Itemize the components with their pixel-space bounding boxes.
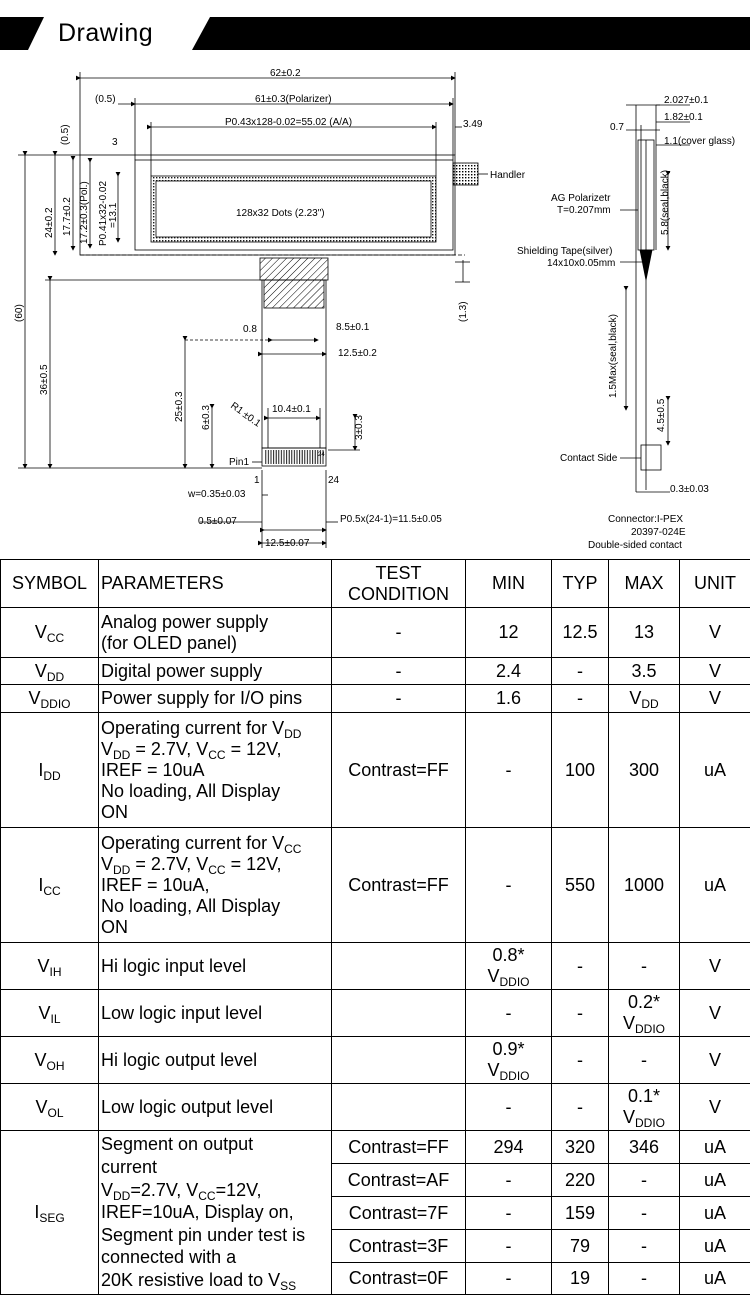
param-line: IREF = 10uA [101, 759, 205, 780]
symbol-subscript: OH [46, 1058, 65, 1073]
test-cell: Contrast=FF [332, 828, 466, 943]
param-text: =2.7V, V [130, 1179, 199, 1200]
min-symbol: V [487, 1060, 500, 1080]
mechanical-drawing [0, 55, 750, 560]
max-cell: 3.5 [609, 658, 680, 685]
param-line: IREF=10uA, Display on, [101, 1202, 294, 1223]
symbol-letter: I [34, 1202, 40, 1222]
symbol-subscript: IL [50, 1011, 61, 1026]
param-line: Analog power supply [101, 611, 269, 632]
label-pin1: Pin1 [229, 457, 250, 468]
header-min: MIN [466, 560, 552, 608]
table-row-vddio [1, 685, 750, 713]
typ-cell: 220 [552, 1164, 609, 1197]
side-shield-size: 14x10x0.05mm [547, 258, 616, 269]
param-cell [99, 1131, 332, 1295]
dim-h3: 3±0.3 [354, 415, 365, 440]
min-cell: - [466, 1263, 552, 1295]
table-row-vdd [1, 658, 750, 685]
connector-part: 20397-024E [631, 527, 686, 538]
param-text: = 12V, [225, 738, 282, 759]
typ-cell: - [552, 990, 609, 1037]
param-line: Segment pin under test is [101, 1224, 306, 1245]
max-subscript: DD [641, 697, 659, 711]
table-header-row [1, 560, 750, 608]
param-cell [99, 713, 332, 828]
symbol-cell [1, 608, 99, 658]
max-line [609, 1107, 679, 1128]
test-cell: - [332, 685, 466, 713]
param-sub: CC [284, 841, 302, 856]
symbol-subscript: DDIO [40, 697, 71, 711]
header-typ: TYP [552, 560, 609, 608]
min-cell [466, 943, 552, 990]
max-subscript: DDIO [635, 1022, 665, 1036]
header-symbol: SYMBOL [1, 560, 99, 608]
label-pin-first: 1 [254, 475, 260, 486]
param-line [101, 1179, 331, 1202]
unit-cell: uA [680, 828, 750, 943]
connector-contact: Double-sided contact [588, 540, 682, 551]
dim-fpc-width: 12.5±0.07 [265, 538, 310, 549]
min-line [466, 966, 551, 987]
dim-w125: 12.5±0.2 [338, 348, 377, 359]
table-row-vcc [1, 608, 750, 658]
max-line: 0.2* [627, 992, 661, 1012]
min-cell: 1.6 [466, 685, 552, 713]
table-row-iseg [1, 1131, 750, 1164]
side-shield-tape: Shielding Tape(silver) [517, 246, 613, 257]
typ-cell: 320 [552, 1131, 609, 1164]
max-cell: - [609, 1230, 680, 1263]
typ-cell: - [552, 943, 609, 990]
param-line: No loading, All Display [101, 780, 281, 801]
param-text: V [101, 738, 114, 759]
dim-polarizer-width: 61±0.3(Polarizer) [255, 94, 332, 105]
side-ag-thickness: T=0.207mm [557, 205, 611, 216]
dim-height-172: 17.2±0.3(Pol.) [79, 181, 90, 244]
max-symbol: V [622, 1013, 635, 1033]
param-cell: Power supply for I/O pins [99, 685, 332, 713]
side-t1: 2.027±0.1 [664, 95, 709, 106]
min-cell: - [466, 1164, 552, 1197]
param-text: =12V, [215, 1179, 262, 1200]
side-t4: 1.1(cover glass) [664, 136, 736, 147]
test-cell: Contrast=AF [332, 1164, 466, 1197]
test-cell: Contrast=FF [332, 713, 466, 828]
param-cell: Hi logic input level [99, 943, 332, 990]
symbol-letter: V [35, 1096, 48, 1117]
dim-top3: 3 [112, 137, 118, 148]
symbol-letter: V [37, 955, 50, 976]
symbol-letter: I [38, 759, 44, 780]
unit-cell: uA [680, 1131, 750, 1164]
dim-w104: 10.4±0.1 [272, 404, 311, 415]
max-cell: - [609, 1164, 680, 1197]
symbol-subscript: DD [43, 768, 61, 783]
dim-w85: 8.5±0.1 [336, 322, 370, 333]
unit-cell: uA [680, 713, 750, 828]
param-sub: SS [280, 1278, 297, 1293]
param-cell: Digital power supply [99, 658, 332, 685]
param-text: V [101, 853, 114, 874]
symbol-cell [1, 828, 99, 943]
param-sub: CC [198, 1188, 216, 1203]
dim-pin-width: w=0.35±0.03 [188, 489, 246, 500]
max-subscript: DDIO [635, 1116, 665, 1130]
unit-cell: V [680, 685, 750, 713]
symbol-cell [1, 658, 99, 685]
param-line [101, 854, 331, 875]
min-cell: - [466, 1230, 552, 1263]
symbol-subscript: SEG [39, 1211, 65, 1225]
param-text: = 2.7V, V [130, 738, 209, 759]
param-line [101, 833, 331, 854]
param-cell [99, 608, 332, 658]
param-text: = 12V, [225, 853, 282, 874]
dim-aa-height-value: =13.1 [108, 202, 119, 228]
typ-cell: 159 [552, 1197, 609, 1230]
unit-cell: V [680, 990, 750, 1037]
param-sub: DD [113, 747, 131, 762]
section-title: Drawing [58, 19, 154, 47]
symbol-subscript: IH [49, 964, 62, 979]
test-cell: - [332, 608, 466, 658]
typ-cell: 79 [552, 1230, 609, 1263]
symbol-letter: V [34, 660, 47, 681]
dim-aa-width: P0.43x128-0.02=55.02 (A/A) [225, 117, 353, 128]
side-seal: 5.8(seal,black) [660, 169, 671, 235]
unit-cell: V [680, 943, 750, 990]
param-text: 20K resistive load to V [101, 1269, 281, 1290]
side-h45: 4.5±0.5 [656, 398, 667, 432]
dim-h25: 25±0.3 [174, 391, 185, 422]
dim-pitch: P0.5x(24-1)=11.5±0.05 [340, 514, 442, 525]
symbol-subscript: OL [47, 1105, 64, 1120]
symbol-letter: V [28, 688, 41, 708]
min-cell: - [466, 713, 552, 828]
side-view-lines [620, 105, 690, 492]
max-cell [609, 1084, 680, 1131]
param-text: Operating current for V [101, 717, 285, 738]
max-cell [609, 685, 680, 713]
unit-cell: uA [680, 1164, 750, 1197]
param-line: ON [101, 801, 128, 822]
min-subscript: DDIO [499, 975, 530, 989]
typ-cell: - [552, 658, 609, 685]
param-cell: Low logic output level [99, 1084, 332, 1131]
param-line: No loading, All Display [101, 895, 281, 916]
symbol-subscript: DD [46, 669, 65, 684]
param-text: V [101, 1179, 114, 1200]
test-cell: Contrast=3F [332, 1230, 466, 1263]
unit-cell: V [680, 1037, 750, 1084]
min-cell: 294 [466, 1131, 552, 1164]
symbol-cell [1, 1037, 99, 1084]
param-line: current [101, 1157, 158, 1178]
typ-cell: 12.5 [552, 608, 609, 658]
param-sub: DD [113, 1188, 131, 1203]
param-cell [99, 828, 332, 943]
dim-r1-tol: ±0.1 [240, 409, 263, 430]
header-parameters: PARAMETERS [99, 560, 332, 608]
header-test-line1: TEST [375, 562, 422, 583]
label-handler: Handler [490, 170, 526, 181]
unit-cell: V [680, 608, 750, 658]
symbol-cell [1, 1131, 99, 1295]
dim-top-offset: (0.5) [60, 124, 71, 145]
dim-r08: 0.8 [243, 324, 257, 335]
header-max: MAX [609, 560, 680, 608]
param-sub: CC [208, 747, 226, 762]
typ-cell: - [552, 1084, 609, 1131]
test-cell [332, 1084, 466, 1131]
table-row-vol [1, 1084, 750, 1131]
test-cell [332, 990, 466, 1037]
param-sub: DD [284, 726, 302, 741]
dim-r1: R1 [228, 400, 246, 417]
dim-13: (1.3) [458, 301, 469, 322]
dim-right-offset: 3.49 [463, 119, 483, 130]
param-line [101, 1269, 331, 1292]
symbol-letter: I [38, 874, 44, 895]
typ-cell: 550 [552, 828, 609, 943]
max-symbol: V [622, 1107, 635, 1127]
table-row-voh [1, 1037, 750, 1084]
min-line: 0.9* [492, 1039, 525, 1059]
table-row-icc [1, 828, 750, 943]
unit-cell: uA [680, 1230, 750, 1263]
table-row-vih [1, 943, 750, 990]
side-ag-polarizer: AG Polarizetr [551, 193, 611, 204]
param-sub: CC [208, 862, 226, 877]
label-pin-last-small: 24 [318, 452, 325, 458]
header-unit: UNIT [680, 560, 750, 608]
max-cell: - [609, 1037, 680, 1084]
test-cell [332, 943, 466, 990]
min-line [466, 1060, 551, 1081]
max-cell: 300 [609, 713, 680, 828]
symbol-letter: V [34, 622, 47, 642]
param-text: = 2.7V, V [130, 853, 209, 874]
unit-cell: V [680, 1084, 750, 1131]
symbol-letter: V [34, 1049, 47, 1070]
symbol-subscript: CC [43, 883, 61, 898]
symbol-cell [1, 713, 99, 828]
table-row-idd [1, 713, 750, 828]
min-cell: - [466, 1197, 552, 1230]
unit-cell: V [680, 658, 750, 685]
side-seal2: 1.5Max(seal,black) [608, 314, 619, 398]
symbol-cell [1, 943, 99, 990]
param-line [101, 739, 331, 760]
table-row-vil [1, 990, 750, 1037]
symbol-subscript: CC [46, 631, 65, 645]
header-test-line2: CONDITION [348, 583, 449, 604]
typ-cell: 19 [552, 1263, 609, 1295]
label-dots: 128x32 Dots (2.23") [236, 208, 325, 219]
typ-cell: - [552, 685, 609, 713]
dim-overall-width: 62±0.2 [270, 68, 301, 79]
param-cell: Low logic input level [99, 990, 332, 1037]
min-cell: 2.4 [466, 658, 552, 685]
test-cell: Contrast=7F [332, 1197, 466, 1230]
param-line: connected with a [101, 1247, 237, 1268]
min-symbol: V [487, 966, 500, 986]
connector-name: Connector:I-PEX [608, 514, 684, 525]
dim-pin-offset: 0.5±0.07 [198, 516, 237, 527]
max-cell: 1000 [609, 828, 680, 943]
unit-cell: uA [680, 1263, 750, 1295]
param-line: Segment on output [101, 1134, 254, 1155]
max-cell [609, 990, 680, 1037]
min-cell: 12 [466, 608, 552, 658]
max-cell: 346 [609, 1131, 680, 1164]
min-cell: - [466, 990, 552, 1037]
side-t03: 0.3±0.03 [670, 484, 709, 495]
max-cell: - [609, 1197, 680, 1230]
side-t3: 0.7 [610, 122, 624, 133]
dim-height-177: 17.7±0.2 [62, 197, 73, 236]
side-t2: 1.82±0.1 [664, 112, 703, 123]
param-cell: Hi logic output level [99, 1037, 332, 1084]
test-cell: Contrast=FF [332, 1131, 466, 1164]
dim-h6: 6±0.3 [201, 405, 212, 430]
unit-cell: uA [680, 1197, 750, 1230]
front-view-lines [18, 72, 488, 548]
param-sub: DD [113, 862, 131, 877]
max-cell: - [609, 1263, 680, 1295]
max-line [609, 1013, 679, 1034]
dim-left-offset: (0.5) [95, 94, 116, 105]
max-line: 0.1* [627, 1086, 661, 1106]
symbol-cell [1, 990, 99, 1037]
max-symbol: V [629, 688, 642, 708]
min-cell: - [466, 828, 552, 943]
symbol-cell [1, 685, 99, 713]
dim-aa-height: P0.41x32-0.02 [98, 180, 109, 246]
param-line: (for OLED panel) [101, 632, 238, 653]
header-test-condition [332, 560, 466, 608]
dim-height-24: 24±0.2 [44, 207, 55, 238]
electrical-spec-table [0, 559, 750, 1295]
label-pin-last: 24 [328, 475, 340, 486]
dim-total-height: (60) [14, 304, 25, 322]
param-line: IREF = 10uA, [101, 874, 210, 895]
test-cell [332, 1037, 466, 1084]
param-text: Operating current for V [101, 832, 285, 853]
min-cell [466, 1037, 552, 1084]
min-line: 0.8* [492, 945, 525, 965]
side-contact: Contact Side [560, 453, 618, 464]
max-cell: - [609, 943, 680, 990]
test-cell: - [332, 658, 466, 685]
typ-cell: 100 [552, 713, 609, 828]
symbol-cell [1, 1084, 99, 1131]
param-line [101, 718, 331, 739]
dim-fpc-height: 36±0.5 [39, 364, 50, 395]
min-subscript: DDIO [499, 1069, 530, 1083]
symbol-letter: V [38, 1002, 51, 1023]
min-cell: - [466, 1084, 552, 1131]
typ-cell: - [552, 1037, 609, 1084]
test-cell: Contrast=0F [332, 1263, 466, 1295]
param-line: ON [101, 916, 128, 937]
max-cell: 13 [609, 608, 680, 658]
